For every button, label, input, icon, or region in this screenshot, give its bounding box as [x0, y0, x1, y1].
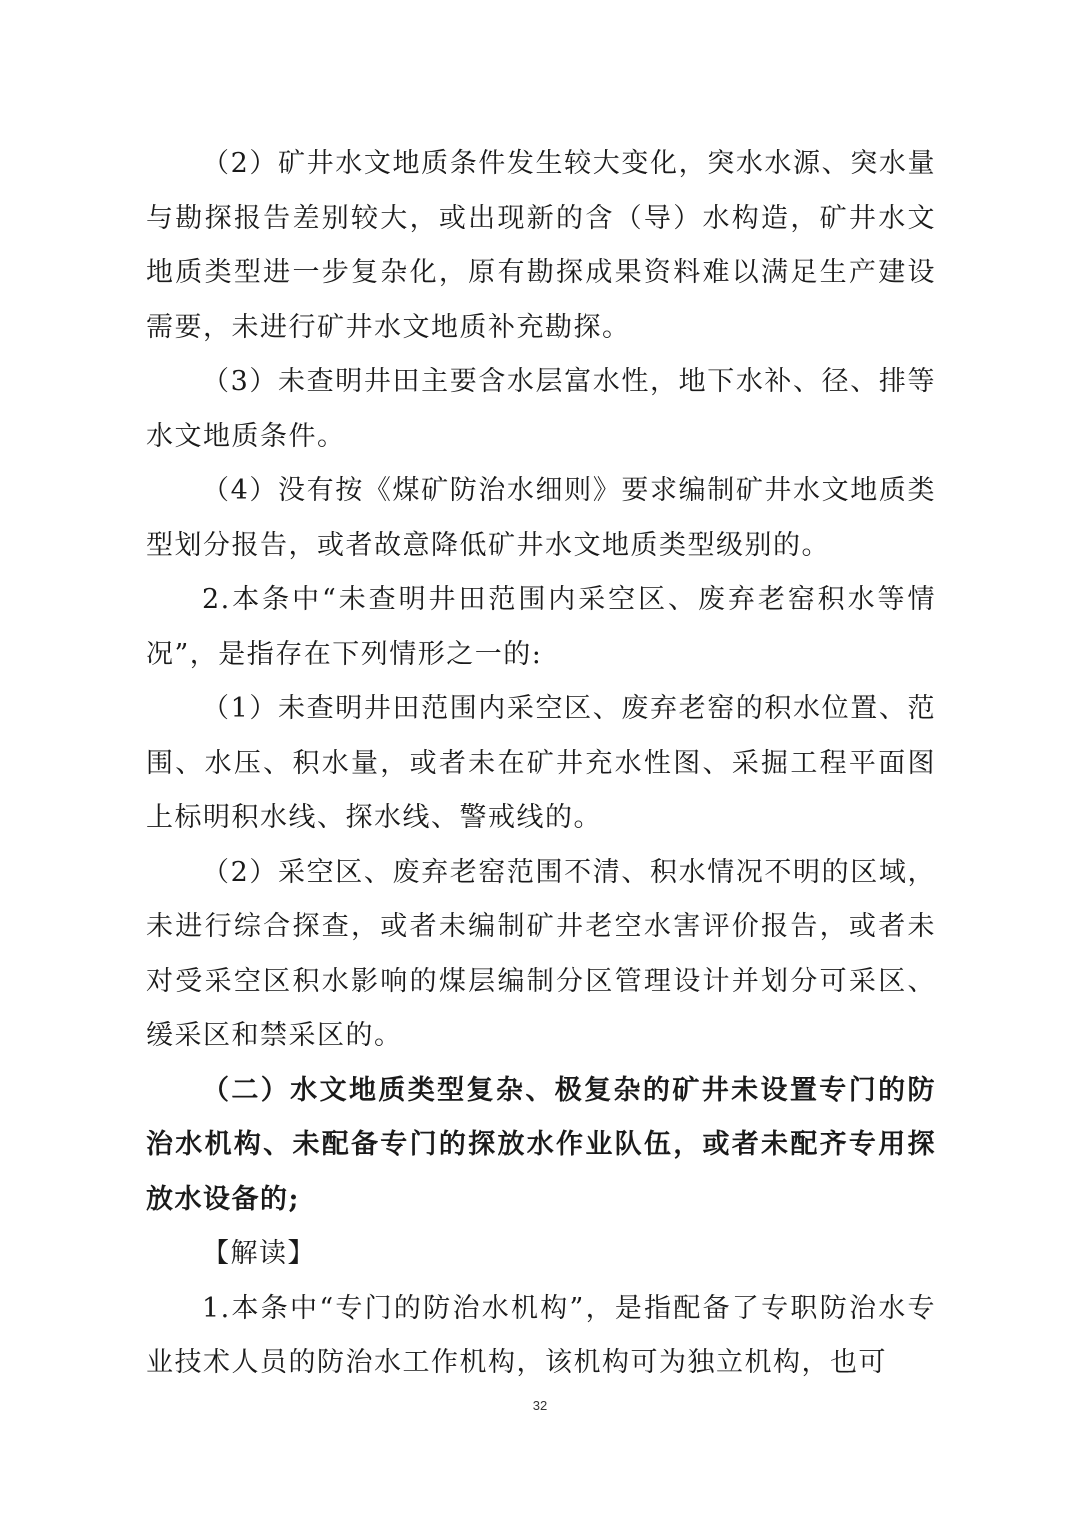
paragraph-section-2: 2.本条中“未查明井田范围内采空区、废弃老窑积水等情况”，是指存在下列情形之一的: — [146, 584, 936, 670]
paragraph-interpretation-1: 1.本条中“专门的防治水机构”，是指配备了专职防治水专业技术人员的防治水工作机构，该机构可为独立机构，也可 — [146, 1292, 936, 1378]
page-number: 32 — [532, 1398, 548, 1413]
paragraph-item-2: （2）矿井水文地质条件发生较大变化，突水水源、突水量与勘探报告差别较大，或出现新的含（导）水构造，矿井水文地质类型进一步复杂化，原有勘探成果资料难以满足生产建设需要，未进行矿井水文地质补充勘探。 — [146, 148, 936, 343]
paragraph-item-3: （3）未查明井田主要含水层富水性，地下水补、径、排等水文地质条件。 — [146, 366, 936, 452]
paragraph-item-4: （4）没有按《煤矿防治水细则》要求编制矿井水文地质类型划分报告，或者故意降低矿井水文地质类型级别的。 — [146, 475, 936, 561]
bold-heading-clause-2: （二）水文地质类型复杂、极复杂的矿井未设置专门的防治水机构、未配备专门的探放水作业队伍，或者未配齐专用探放水设备的; — [146, 1074, 936, 1215]
paragraph-subitem-2: （2）采空区、废弃老窑范围不清、积水情况不明的区域，未进行综合探查，或者未编制矿井老空水害评价报告，或者未对受采空区积水影响的煤层编制分区管理设计并划分可采区、缓采区和禁采区的。 — [146, 856, 936, 1051]
interpretation-label: 【解读】 — [202, 1238, 316, 1269]
document-body — [146, 137, 936, 1391]
paragraph-subitem-1: （1）未查明井田范围内采空区、废弃老窑的积水位置、范围、水压、积水量，或者未在矿井充水性图、采掘工程平面图上标明积水线、探水线、警戒线的。 — [146, 693, 936, 833]
